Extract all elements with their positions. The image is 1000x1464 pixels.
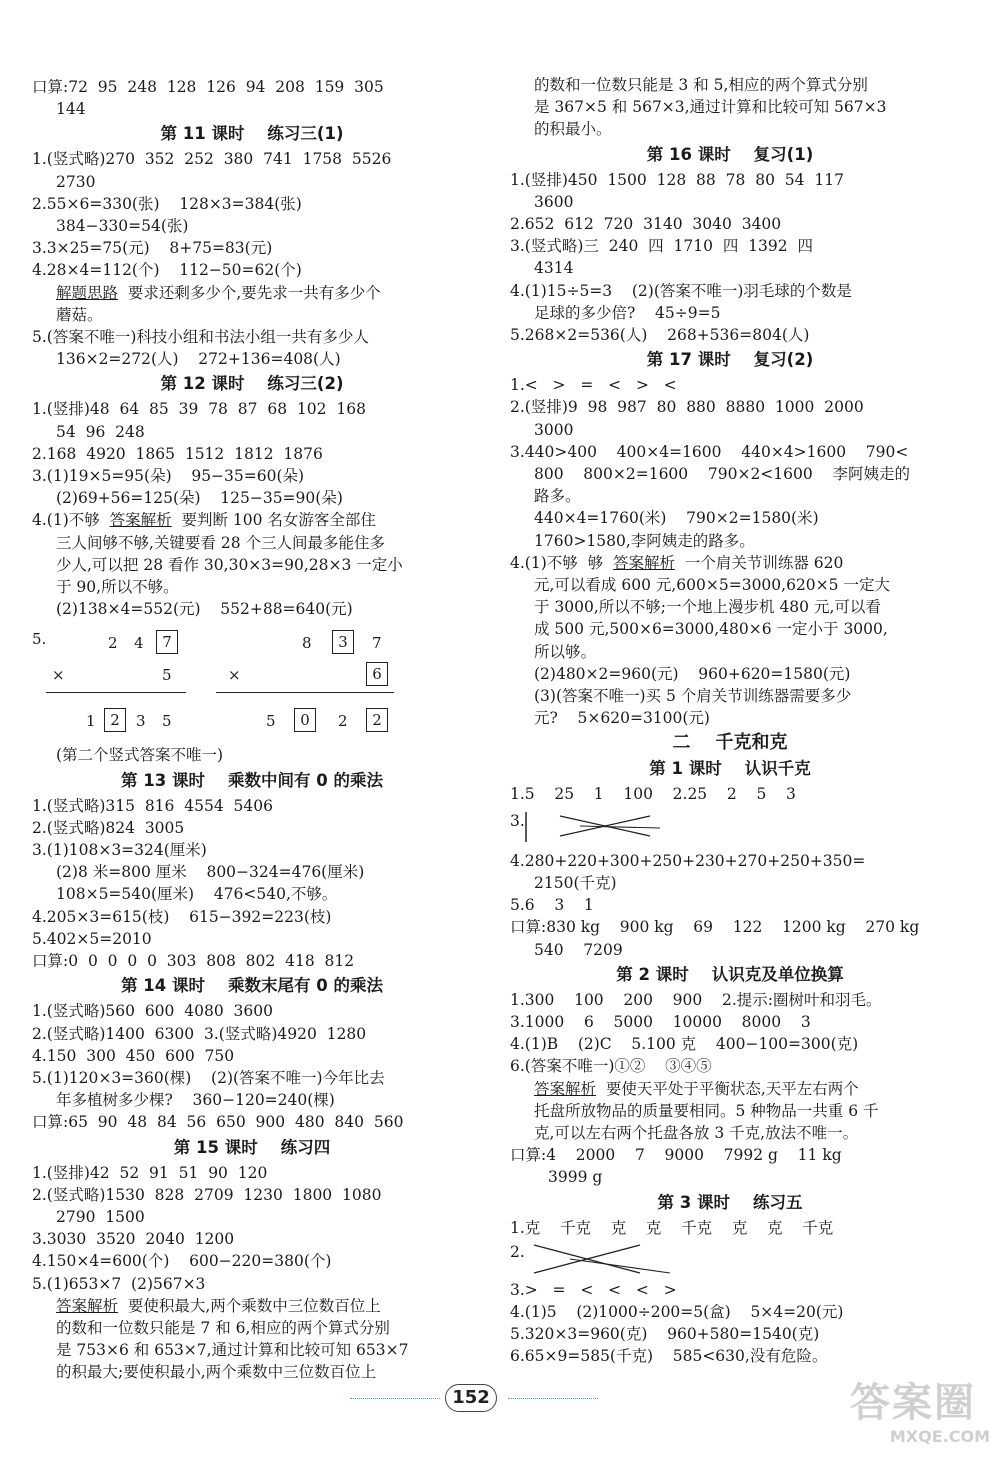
text-line: 2150(千克) xyxy=(534,873,617,892)
answer-box: 2 xyxy=(104,708,126,732)
answer-line: 4.(1)B (2)C 5.100 克 400−100=300(克) xyxy=(510,1035,859,1054)
matching-answer xyxy=(510,1239,950,1279)
answer-line: 4.(1)15÷5=3 (2)(答案不唯一)羽毛球的个数是 xyxy=(510,281,852,300)
text: 4.(1)不够 xyxy=(32,511,110,530)
answer-line: 5.(答案不唯一)科技小组和书法小组一共有多少人 xyxy=(32,328,369,347)
text-line: 是 367×5 和 567×3,通过计算和比较可知 567×3 xyxy=(534,98,887,117)
chapter-heading: 二 千克和克 xyxy=(672,732,788,754)
text-line: 384−330=54(张) xyxy=(56,217,189,236)
rule-line xyxy=(46,692,186,693)
answer-box: 2 xyxy=(366,708,388,732)
text-line: 三人间够不够,关键要看 28 个三人间最多能住多 xyxy=(56,533,386,552)
text: 要求还剩多少个,要先求一共有多少个 xyxy=(118,283,381,302)
answer-line: 2.(竖式略)1400 6300 3.(竖式略)4920 1280 xyxy=(32,1024,367,1043)
matching-lines xyxy=(520,806,740,850)
digit: 5 xyxy=(162,712,172,731)
times-sign: × xyxy=(52,666,65,685)
tip-tag: 答案解析 xyxy=(109,511,172,530)
answer-line: 3.(1)108×3=324(厘米) xyxy=(32,841,207,860)
answer-line: 2.(竖式略)824 3005 xyxy=(32,818,185,837)
item-label: 3. xyxy=(510,811,525,830)
lesson-heading-2-3: 第 3 课时 练习五 xyxy=(657,1192,803,1212)
times-sign: × xyxy=(228,666,241,685)
digit: 5 xyxy=(162,666,172,685)
vertical-multiplication xyxy=(32,622,472,742)
text-line: 540 7209 xyxy=(534,940,623,959)
text-line: 54 96 248 xyxy=(56,422,145,441)
answer-line: 4.(1)5 (2)1000÷200=5(盒) 5×4=20(元) xyxy=(510,1302,844,1321)
text-line: 4314 xyxy=(534,259,574,278)
answer-line: 1.克 千克 克 克 千克 克 克 千克 xyxy=(510,1218,834,1237)
answer-line: 5.6 3 1 xyxy=(510,896,594,915)
rule-line xyxy=(216,692,394,693)
text-line: 2730 xyxy=(56,172,96,191)
text: 要使天平处于平衡状态,天平左右两个 xyxy=(596,1079,859,1098)
text-line: 3600 xyxy=(534,192,574,211)
text-line: (2)8 米=800 厘米 800−324=476(厘米) xyxy=(56,863,365,882)
answer-line: 5.(1)120×3=360(棵) (2)(答案不唯一)今年比去 xyxy=(32,1068,385,1087)
text-line: 2790 1500 xyxy=(56,1207,145,1226)
text-line: 的数和一位数只能是 7 和 6,相应的两个算式分别 xyxy=(56,1318,390,1337)
answer-line: 2.55×6=330(张) 128×3=384(张) xyxy=(32,194,302,213)
text-line: (2)69+56=125(朵) 125−35=90(朵) xyxy=(56,489,343,508)
item-label: 5. xyxy=(32,630,47,649)
text-line: 144 xyxy=(56,100,86,119)
answer-line: 1.< > = < > < xyxy=(510,376,677,395)
answer-line: 4.280+220+300+250+230+270+250+350= xyxy=(510,851,866,870)
explanation xyxy=(510,1078,950,1100)
answer-line: 1.(竖排)450 1500 128 88 78 80 54 117 xyxy=(510,170,844,189)
item-label: 2. xyxy=(510,1242,525,1261)
answer-line: 1.300 100 200 900 2.提示:圈树叶和羽毛。 xyxy=(510,990,882,1009)
text-line: 少人,可以把 28 看作 30,30×3=90,28×3 一定小 xyxy=(56,555,403,574)
tip-tag: 答案解析 xyxy=(56,1296,119,1315)
answer-line: 3.440>400 400×4=1600 440×4>1600 790< xyxy=(510,442,909,461)
text-line: 托盘所放物品的质量要相同。5 种物品一共重 6 千 xyxy=(534,1101,879,1120)
text-line: 1760>1580,李阿姨走的路多。 xyxy=(534,531,755,550)
oral-calc: 口算:65 90 48 84 56 650 900 480 840 560 xyxy=(32,1113,404,1132)
text-line: 的积最大;要使积最小,两个乘数中三位数百位上 xyxy=(56,1363,377,1382)
answer-line: 4.150 300 450 600 750 xyxy=(32,1046,235,1065)
answer-line: 3.1000 6 5000 10000 8000 3 xyxy=(510,1012,811,1031)
text-line: 于 3000,所以不够;一个地上漫步机 480 元,可以看 xyxy=(534,598,881,617)
text: 4.(1)不够 够 xyxy=(510,553,613,572)
digit: 2 xyxy=(108,634,118,653)
oral-calc: 口算:0 0 0 0 0 303 808 802 418 812 xyxy=(32,952,355,971)
lesson-heading-13: 第 13 课时 乘数中间有 0 的乘法 xyxy=(121,770,383,790)
answer-line: 6.(答案不唯一)①② ③④⑤ xyxy=(510,1057,712,1076)
text: 要判断 100 名女游客全部住 xyxy=(171,511,376,530)
text-line: 的数和一位数只能是 3 和 5,相应的两个算式分别 xyxy=(534,76,868,94)
answer-box: 3 xyxy=(332,630,354,654)
text-line: 蘑菇。 xyxy=(56,305,103,324)
digit: 4 xyxy=(134,634,144,653)
answer-box: 6 xyxy=(366,662,388,686)
lesson-heading-17: 第 17 课时 复习(2) xyxy=(646,350,814,370)
answer-line: 5.268×2=536(人) 268+536=804(人) xyxy=(510,326,810,345)
digit: 5 xyxy=(266,712,276,731)
answer-line: 1.(竖排)42 52 91 51 90 120 xyxy=(32,1163,268,1182)
watermark-text: 答案圈 xyxy=(850,1380,976,1426)
text-line: 于 90,所以不够。 xyxy=(56,578,179,597)
text-line: (第二个竖式答案不唯一) xyxy=(56,746,224,765)
answer-line: 2.(竖式略)1530 828 2709 1230 1800 1080 xyxy=(32,1185,382,1204)
answer-line: 5.(1)653×7 (2)567×3 xyxy=(32,1274,206,1293)
oral-calc: 口算:830 kg 900 kg 69 122 1200 kg 270 kg xyxy=(510,918,920,937)
answer-box: 7 xyxy=(156,630,178,654)
watermark-logo xyxy=(850,1378,990,1458)
digit: 2 xyxy=(338,712,348,731)
text-line: 足球的多少倍? 45÷9=5 xyxy=(534,303,721,322)
answer-line: 2.652 612 720 3140 3040 3400 xyxy=(510,215,782,234)
answer-line: 3.3×25=75(元) 8+75=83(元) xyxy=(32,239,273,258)
text-line: (2)480×2=960(元) 960+620=1580(元) xyxy=(534,664,851,683)
answer-line: 1.(竖排)48 64 85 39 78 87 68 102 168 xyxy=(32,400,366,419)
answer-line: 3.(1)19×5=95(朵) 95−35=60(朵) xyxy=(32,467,305,486)
tip-tag: 答案解析 xyxy=(534,1079,597,1098)
text-line: 3000 xyxy=(534,420,574,439)
answer-line: 5.320×3=960(克) 960+580=1540(克) xyxy=(510,1325,820,1344)
text-line: 108×5=540(厘米) 476<540,不够。 xyxy=(56,885,338,904)
text: 一个肩关节训练器 620 xyxy=(674,553,844,572)
lesson-heading-15: 第 15 课时 练习四 xyxy=(173,1137,331,1157)
text-line: 克,可以左右两个托盘各放 3 千克,放法不唯一。 xyxy=(534,1123,859,1142)
answer-line xyxy=(32,509,472,531)
text-line: 的积最小。 xyxy=(534,120,612,139)
answer-line: 2.(竖排)9 98 987 80 880 8880 1000 2000 xyxy=(510,398,864,417)
digit: 7 xyxy=(372,634,382,653)
page-number: 152 xyxy=(449,1384,493,1412)
text-line: (3)(答案不唯一)买 5 个肩关节训练器需要多少 xyxy=(534,687,852,706)
explanation xyxy=(32,282,472,304)
tip-tag: 解题思路 xyxy=(56,283,119,302)
answer-line: 3.3030 3520 2040 1200 xyxy=(32,1230,235,1249)
answer-line: 1.(竖式略)560 600 4080 3600 xyxy=(32,1002,274,1021)
text-line: 年多植树多少棵? 360−120=240(棵) xyxy=(56,1091,335,1110)
lesson-heading-11: 第 11 课时 练习三(1) xyxy=(160,124,344,144)
matching-lines xyxy=(530,1239,730,1279)
text-line: 440×4=1760(米) 790×2=1580(米) xyxy=(534,509,819,528)
digit: 3 xyxy=(136,712,146,731)
left-column xyxy=(32,76,472,1384)
text-line: 元,可以看成 600 元,600×5=3000,620×5 一定大 xyxy=(534,576,890,595)
footer-decoration-left xyxy=(350,1398,440,1399)
text-line: 是 753×6 和 653×7,通过计算和比较可知 653×7 xyxy=(56,1341,409,1360)
answer-line: 5.402×5=2010 xyxy=(32,929,152,948)
answer-line: 1.(竖式略)270 352 252 380 741 1758 5526 xyxy=(32,150,392,169)
text-line: 800 800×2=1600 790×2<1600 李阿姨走的 xyxy=(534,465,910,484)
text-line: 136×2=272(人) 272+136=408(人) xyxy=(56,350,341,369)
text-line: (2)138×4=552(元) 552+88=640(元) xyxy=(56,600,353,619)
tip-tag: 答案解析 xyxy=(612,553,675,572)
answer-line xyxy=(510,552,950,574)
oral-calc: 口算:4 2000 7 9000 7992 g 11 kg xyxy=(510,1146,842,1165)
oral-calc: 口算:72 95 248 128 126 94 208 159 305 xyxy=(32,78,384,96)
text: 要使积最大,两个乘数中三位数百位上 xyxy=(118,1296,381,1315)
lesson-heading-2-2: 第 2 课时 认识克及单位换算 xyxy=(616,964,844,984)
answer-line: 4.150×4=600(个) 600−220=380(个) xyxy=(32,1252,332,1271)
text-line: 所以够。 xyxy=(534,642,597,661)
explanation xyxy=(32,1295,472,1317)
right-column xyxy=(510,74,950,1368)
watermark-url: MXQE.COM xyxy=(889,1427,990,1446)
lesson-heading-12: 第 12 课时 练习三(2) xyxy=(160,374,344,394)
matching-answer xyxy=(510,806,950,850)
digit: 8 xyxy=(302,634,312,653)
answer-line: 1.(竖式略)315 816 4554 5406 xyxy=(32,796,274,815)
digit: 1 xyxy=(86,712,96,731)
lesson-heading-2-1: 第 1 课时 认识千克 xyxy=(649,759,811,779)
text-line: 3999 g xyxy=(548,1168,603,1187)
text-line: 元? 5×620=3100(元) xyxy=(534,709,710,728)
answer-line: 1.5 25 1 100 2.25 2 5 3 xyxy=(510,785,796,804)
answer-line: 4.28×4=112(个) 112−50=62(个) xyxy=(32,261,302,280)
text-line: 成 500 元,500×6=3000,480×6 一定小于 3000, xyxy=(534,620,888,639)
footer-decoration-right xyxy=(508,1398,598,1399)
answer-line: 2.168 4920 1865 1512 1812 1876 xyxy=(32,444,323,463)
lesson-heading-16: 第 16 课时 复习(1) xyxy=(646,144,814,164)
answer-line: 6.65×9=585(千克) 585<630,没有危险。 xyxy=(510,1347,828,1366)
lesson-heading-14: 第 14 课时 乘数末尾有 0 的乘法 xyxy=(121,976,383,996)
text-line: 路多。 xyxy=(534,487,581,506)
answer-line: 3.> = < < < > xyxy=(510,1280,677,1299)
answer-line: 3.(竖式略)三 240 四 1710 四 1392 四 xyxy=(510,237,813,256)
answer-line: 4.205×3=615(枝) 615−392=223(枝) xyxy=(32,907,332,926)
answer-box: 0 xyxy=(294,708,316,732)
